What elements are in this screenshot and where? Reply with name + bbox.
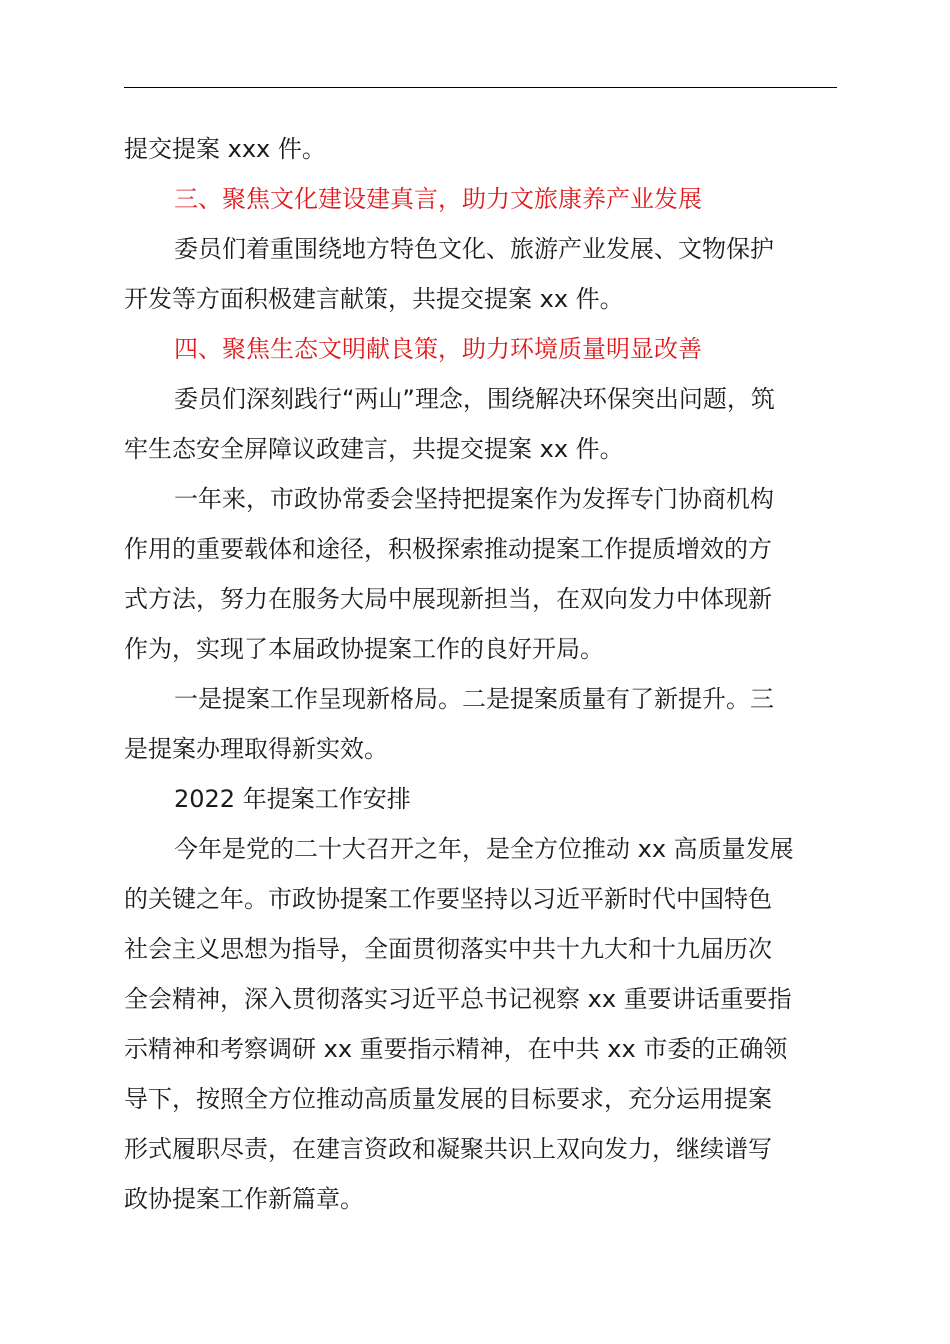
text-line: 示精神和考察调研 xx 重要指示精神，在中共 xx 市委的正确领 <box>124 1035 788 1063</box>
text-line: 式方法，努力在服务大局中展现新担当，在双向发力中体现新 <box>124 585 772 613</box>
section-heading-3: 三、聚焦文化建设建真言，助力文旅康养产业发展 <box>174 185 702 213</box>
text-line: 的关键之年。市政协提案工作要坚持以习近平新时代中国特色 <box>124 885 772 913</box>
text-line: 导下，按照全方位推动高质量发展的目标要求，充分运用提案 <box>124 1085 772 1113</box>
text-line: 开发等方面积极建言献策，共提交提案 xx 件。 <box>124 285 624 313</box>
text-line: 今年是党的二十大召开之年，是全方位推动 xx 高质量发展 <box>174 835 794 863</box>
text-line: 形式履职尽责，在建言资政和凝聚共识上双向发力，继续谱写 <box>124 1135 772 1163</box>
text-line: 一年来，市政协常委会坚持把提案作为发挥专门协商机构 <box>174 485 774 513</box>
header-rule <box>124 87 837 88</box>
text-line: 作为，实现了本届政协提案工作的良好开局。 <box>124 635 604 663</box>
text-line: 委员们深刻践行“两山”理念，围绕解决环保突出问题，筑 <box>174 385 775 413</box>
text-line: 委员们着重围绕地方特色文化、旅游产业发展、文物保护 <box>174 235 774 263</box>
text-line: 政协提案工作新篇章。 <box>124 1185 364 1213</box>
text-line: 社会主义思想为指导，全面贯彻落实中共十九大和十九届历次 <box>124 935 772 963</box>
text-line: 全会精神，深入贯彻落实习近平总书记视察 xx 重要讲话重要指 <box>124 985 792 1013</box>
section-heading-4: 四、聚焦生态文明献良策，助力环境质量明显改善 <box>174 335 702 363</box>
text-line: 作用的重要载体和途径，积极探索推动提案工作提质增效的方 <box>124 535 772 563</box>
section-title-2022-plan: 2022 年提案工作安排 <box>174 785 411 813</box>
document-body <box>124 124 837 1224</box>
text-line: 是提案办理取得新实效。 <box>124 735 388 763</box>
text-line: 牢生态安全屏障议政建言，共提交提案 xx 件。 <box>124 435 624 463</box>
text-line: 提交提案 xxx 件。 <box>124 135 326 163</box>
text-line: 一是提案工作呈现新格局。二是提案质量有了新提升。三 <box>174 685 774 713</box>
